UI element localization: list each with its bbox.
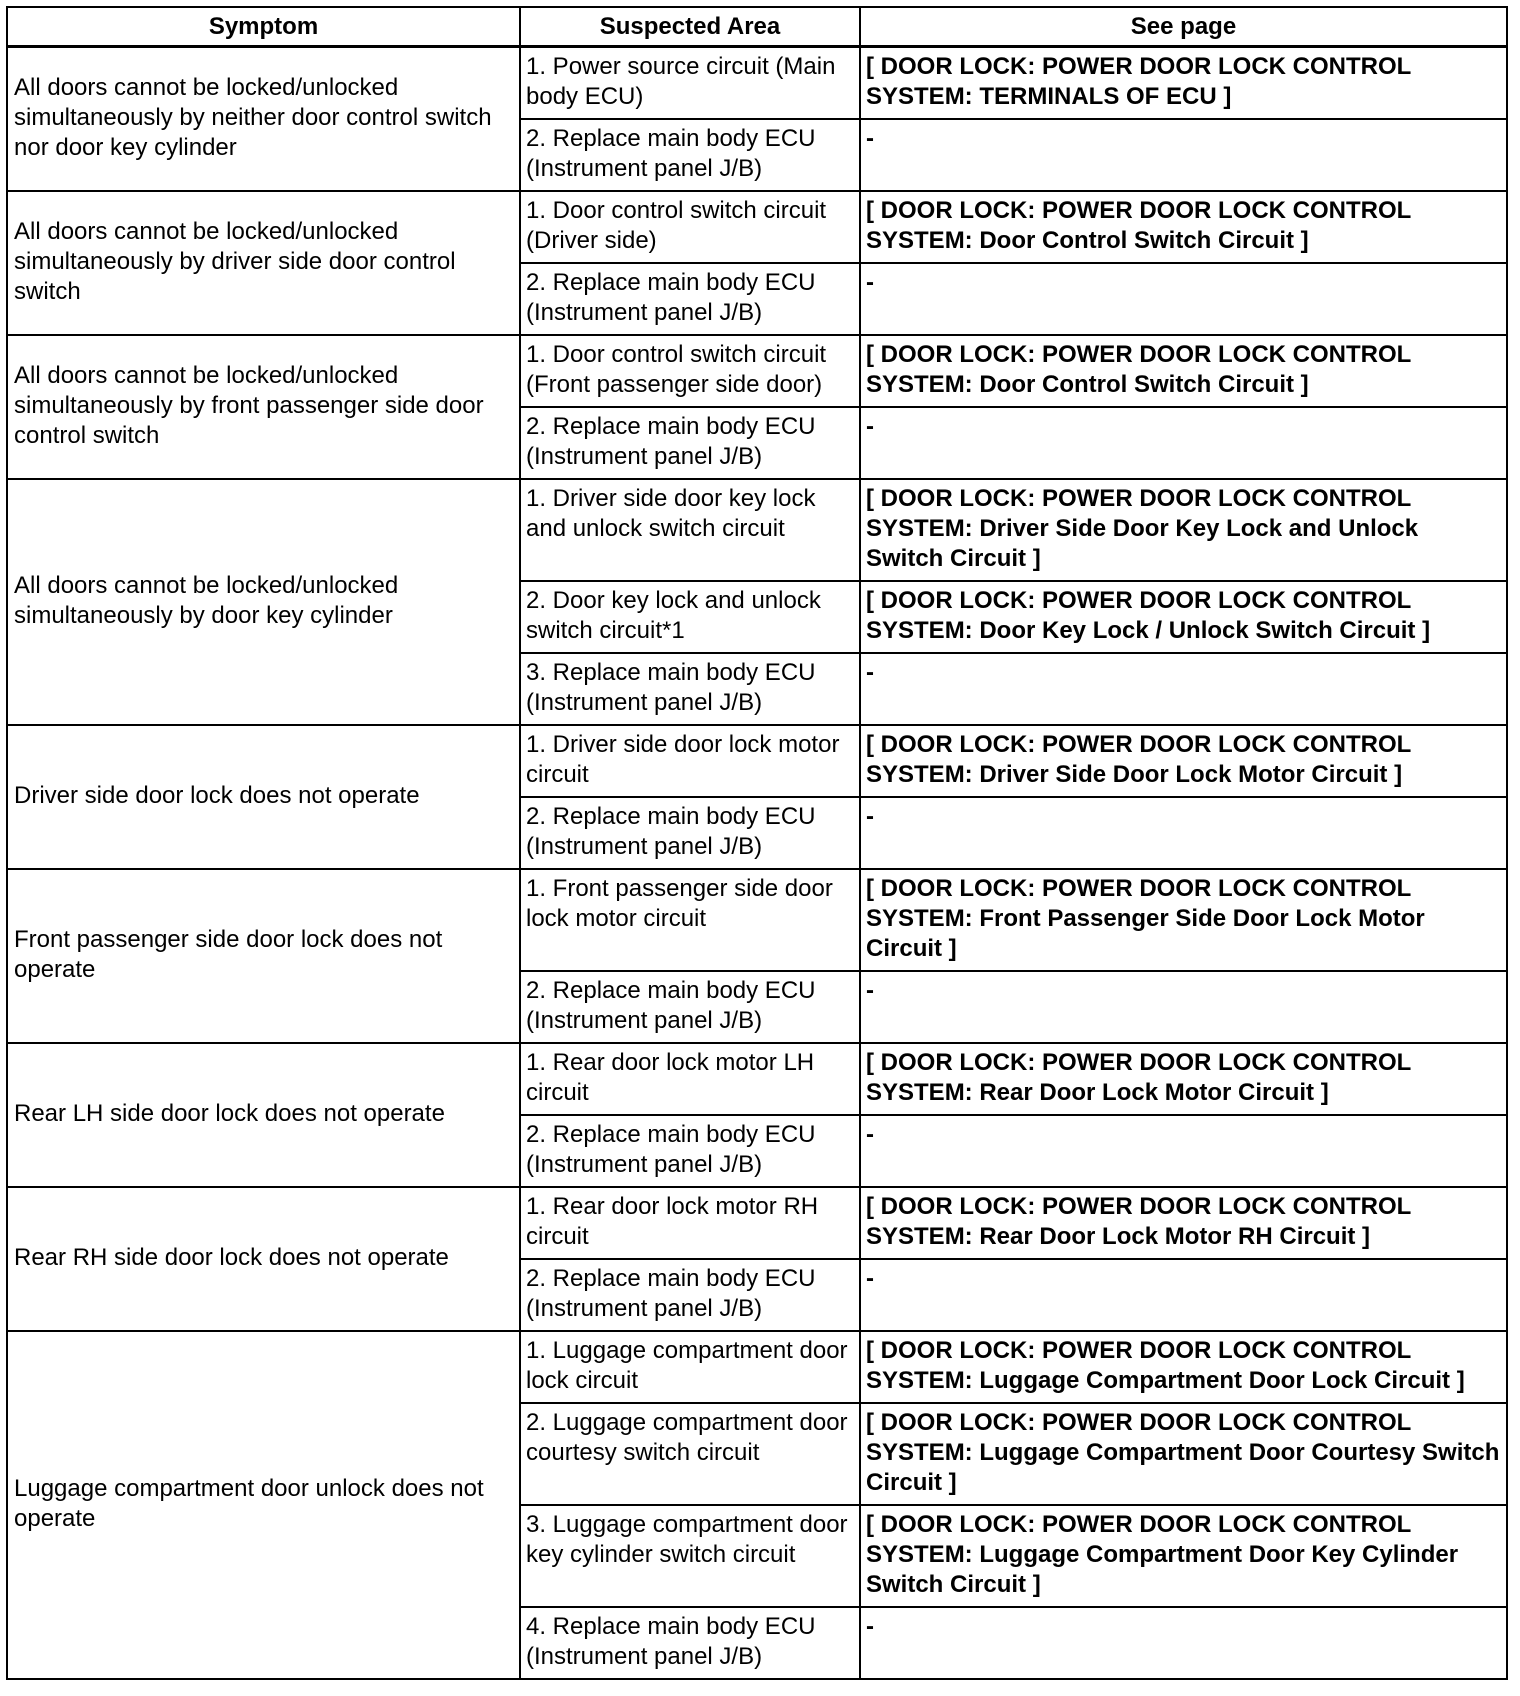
see-page-cell: - — [860, 797, 1507, 869]
symptom-cell: Front passenger side door lock does not operate — [7, 869, 520, 1043]
table-row — [7, 1331, 1507, 1403]
suspected-area-cell: 2. Replace main body ECU (Instrument panel J/B) — [520, 1259, 860, 1331]
see-page-cell: - — [860, 263, 1507, 335]
symptom-cell: All doors cannot be locked/unlocked simultaneously by door key cylinder — [7, 479, 520, 725]
suspected-area-cell: 2. Luggage compartment door courtesy switch circuit — [520, 1403, 860, 1505]
table-header — [7, 7, 1507, 47]
symptom-cell: All doors cannot be locked/unlocked simultaneously by front passenger side door control switch — [7, 335, 520, 479]
suspected-area-cell: 2. Replace main body ECU (Instrument panel J/B) — [520, 263, 860, 335]
see-page-cell: - — [860, 1259, 1507, 1331]
see-page-cell: - — [860, 119, 1507, 191]
header-see-page: See page — [860, 7, 1507, 47]
see-page-cell: - — [860, 1607, 1507, 1679]
table-row — [7, 1043, 1507, 1115]
suspected-area-cell: 1. Door control switch circuit (Front passenger side door) — [520, 335, 860, 407]
see-page-link[interactable]: [ DOOR LOCK: POWER DOOR LOCK CONTROL SYSTEM: Driver Side Door Lock Motor Circuit ] — [860, 725, 1507, 797]
table-row — [7, 335, 1507, 407]
see-page-cell: - — [860, 971, 1507, 1043]
suspected-area-cell: 2. Door key lock and unlock switch circuit*1 — [520, 581, 860, 653]
suspected-area-cell: 2. Replace main body ECU (Instrument panel J/B) — [520, 407, 860, 479]
symptom-cell: All doors cannot be locked/unlocked simultaneously by neither door control switch nor door key cylinder — [7, 47, 520, 192]
see-page-link[interactable]: [ DOOR LOCK: POWER DOOR LOCK CONTROL SYSTEM: Driver Side Door Key Lock and Unlock Switch Circuit ] — [860, 479, 1507, 581]
see-page-cell: - — [860, 407, 1507, 479]
suspected-area-cell: 1. Driver side door key lock and unlock switch circuit — [520, 479, 860, 581]
see-page-link[interactable]: [ DOOR LOCK: POWER DOOR LOCK CONTROL SYSTEM: Door Control Switch Circuit ] — [860, 191, 1507, 263]
symptom-cell: Driver side door lock does not operate — [7, 725, 520, 869]
table-row — [7, 479, 1507, 581]
header-symptom: Symptom — [7, 7, 520, 47]
suspected-area-cell: 1. Power source circuit (Main body ECU) — [520, 47, 860, 120]
see-page-link[interactable]: [ DOOR LOCK: POWER DOOR LOCK CONTROL SYSTEM: Rear Door Lock Motor Circuit ] — [860, 1043, 1507, 1115]
suspected-area-cell: 4. Replace main body ECU (Instrument panel J/B) — [520, 1607, 860, 1679]
table-body — [7, 47, 1507, 1680]
suspected-area-cell: 3. Replace main body ECU (Instrument panel J/B) — [520, 653, 860, 725]
suspected-area-cell: 1. Rear door lock motor RH circuit — [520, 1187, 860, 1259]
suspected-area-cell: 3. Luggage compartment door key cylinder switch circuit — [520, 1505, 860, 1607]
see-page-link[interactable]: [ DOOR LOCK: POWER DOOR LOCK CONTROL SYSTEM: Luggage Compartment Door Key Cylinder Switch Circuit ] — [860, 1505, 1507, 1607]
symptom-cell: Rear RH side door lock does not operate — [7, 1187, 520, 1331]
symptom-cell: Rear LH side door lock does not operate — [7, 1043, 520, 1187]
header-suspected-area: Suspected Area — [520, 7, 860, 47]
table-row — [7, 191, 1507, 263]
see-page-link[interactable]: [ DOOR LOCK: POWER DOOR LOCK CONTROL SYSTEM: Luggage Compartment Door Lock Circuit ] — [860, 1331, 1507, 1403]
suspected-area-cell: 2. Replace main body ECU (Instrument panel J/B) — [520, 797, 860, 869]
suspected-area-cell: 1. Luggage compartment door lock circuit — [520, 1331, 860, 1403]
suspected-area-cell: 1. Door control switch circuit (Driver side) — [520, 191, 860, 263]
see-page-link[interactable]: [ DOOR LOCK: POWER DOOR LOCK CONTROL SYSTEM: TERMINALS OF ECU ] — [860, 47, 1507, 120]
symptom-cell: Luggage compartment door unlock does not operate — [7, 1331, 520, 1679]
suspected-area-cell: 2. Replace main body ECU (Instrument panel J/B) — [520, 1115, 860, 1187]
suspected-area-cell: 1. Driver side door lock motor circuit — [520, 725, 860, 797]
see-page-link[interactable]: [ DOOR LOCK: POWER DOOR LOCK CONTROL SYSTEM: Door Control Switch Circuit ] — [860, 335, 1507, 407]
table-row — [7, 725, 1507, 797]
table-row — [7, 869, 1507, 971]
see-page-link[interactable]: [ DOOR LOCK: POWER DOOR LOCK CONTROL SYSTEM: Door Key Lock / Unlock Switch Circuit ] — [860, 581, 1507, 653]
see-page-link[interactable]: [ DOOR LOCK: POWER DOOR LOCK CONTROL SYSTEM: Luggage Compartment Door Courtesy Switch Circuit ] — [860, 1403, 1507, 1505]
see-page-link[interactable]: [ DOOR LOCK: POWER DOOR LOCK CONTROL SYSTEM: Front Passenger Side Door Lock Motor Circuit ] — [860, 869, 1507, 971]
troubleshooting-sheet — [6, 6, 1506, 1680]
table-row — [7, 47, 1507, 120]
problem-symptoms-table — [6, 6, 1508, 1680]
suspected-area-cell: 1. Front passenger side door lock motor circuit — [520, 869, 860, 971]
header-row — [7, 7, 1507, 47]
see-page-cell: - — [860, 1115, 1507, 1187]
suspected-area-cell: 2. Replace main body ECU (Instrument panel J/B) — [520, 119, 860, 191]
suspected-area-cell: 1. Rear door lock motor LH circuit — [520, 1043, 860, 1115]
see-page-cell: - — [860, 653, 1507, 725]
symptom-cell: All doors cannot be locked/unlocked simultaneously by driver side door control switch — [7, 191, 520, 335]
suspected-area-cell: 2. Replace main body ECU (Instrument panel J/B) — [520, 971, 860, 1043]
table-row — [7, 1187, 1507, 1259]
see-page-link[interactable]: [ DOOR LOCK: POWER DOOR LOCK CONTROL SYSTEM: Rear Door Lock Motor RH Circuit ] — [860, 1187, 1507, 1259]
